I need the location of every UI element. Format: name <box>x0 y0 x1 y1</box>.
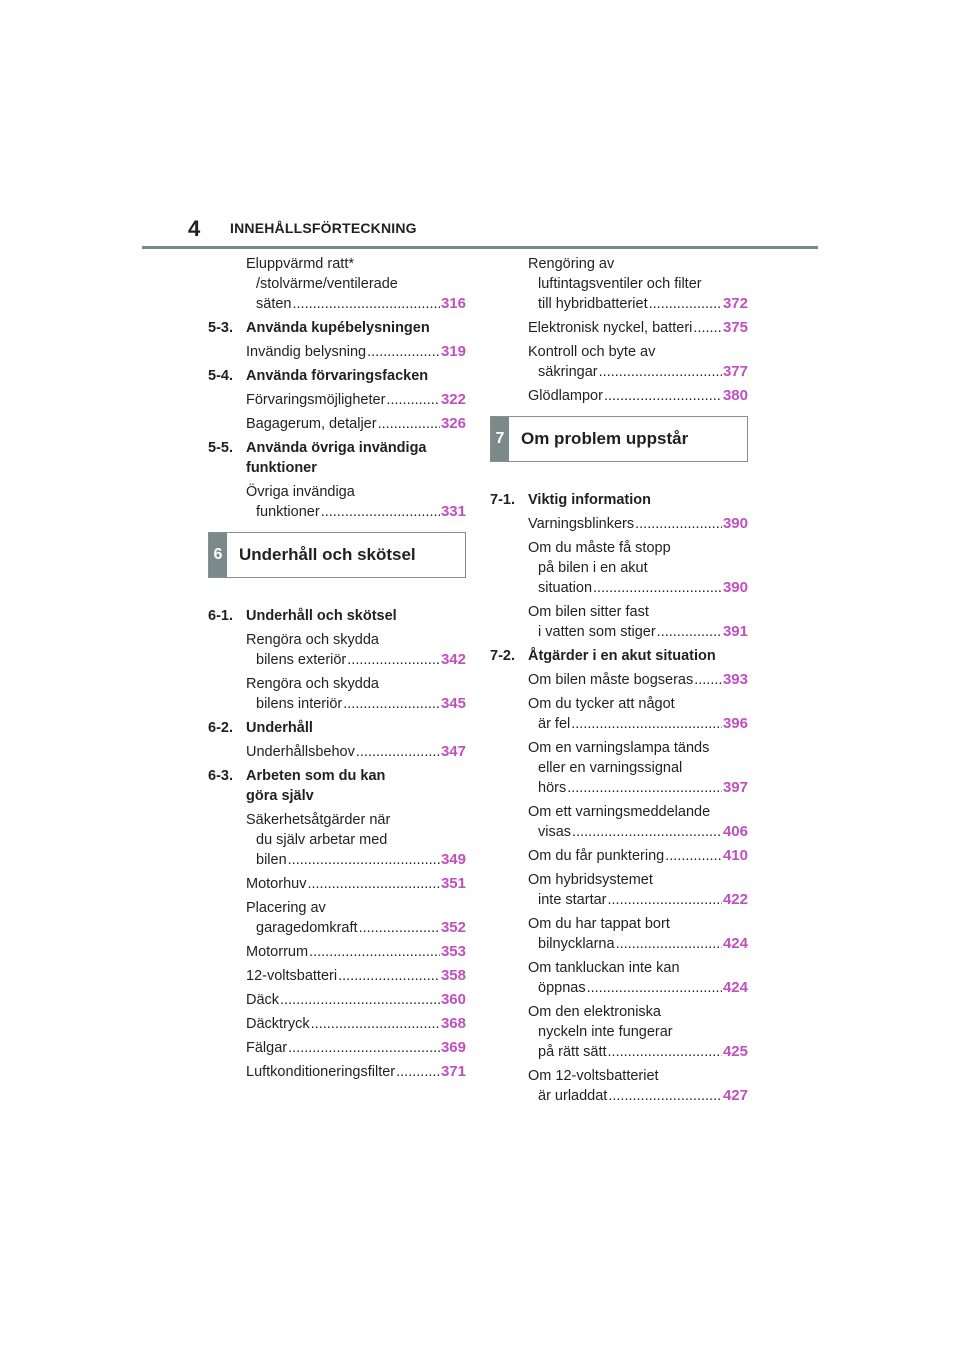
section-heading: 7-1. Viktig information <box>490 492 651 508</box>
section-heading: 5-3. Använda kupébelysningen <box>208 320 430 336</box>
page-link[interactable]: 410 <box>722 847 748 864</box>
toc-entry[interactable]: Om ett varningsmeddelande visas ..... 406 <box>490 802 748 842</box>
toc-entry[interactable]: Om du har tappat bort bilnycklarna ..... 424 <box>490 914 748 954</box>
page-link[interactable]: 425 <box>722 1043 748 1060</box>
page-link[interactable]: 391 <box>722 623 748 640</box>
page-link[interactable]: 326 <box>440 415 466 432</box>
section-heading: 5-4. Använda förvaringsfacken <box>208 368 429 384</box>
right-column <box>490 254 748 1110</box>
section-heading: 5-5. Använda övriga invändiga funktioner <box>208 440 427 476</box>
page-link[interactable]: 331 <box>440 503 466 520</box>
page-link[interactable]: 377 <box>722 363 748 380</box>
page-link[interactable]: 319 <box>440 343 466 360</box>
toc-entry[interactable]: Elektronisk nyckel, batteri ..... 375 <box>490 318 748 338</box>
chapter-number-tab: 6 <box>209 533 227 577</box>
page-link[interactable]: 360 <box>440 991 466 1008</box>
page-link[interactable]: 358 <box>440 967 466 984</box>
toc-entry[interactable]: Rengöra och skydda bilens exteriör ..... 342 <box>208 630 466 670</box>
chapter-title: Underhåll och skötsel <box>239 545 416 564</box>
page-link[interactable]: 375 <box>722 319 748 336</box>
page-link[interactable]: 347 <box>440 743 466 760</box>
toc-entry[interactable]: Övriga invändiga funktioner ..... 331 <box>208 482 466 522</box>
toc-entry[interactable]: Om tankluckan inte kan öppnas ..... 424 <box>490 958 748 998</box>
page-link[interactable]: 351 <box>440 875 466 892</box>
chapter-heading <box>490 416 748 462</box>
toc-entry[interactable]: Kontroll och byte av säkringar ..... 377 <box>490 342 748 382</box>
page-link[interactable]: 424 <box>722 935 748 952</box>
page-link[interactable]: 427 <box>722 1087 748 1104</box>
page-link[interactable]: 396 <box>722 715 748 732</box>
toc-entry[interactable]: Om 12-voltsbatteriet är urladdat ..... 427 <box>490 1066 748 1106</box>
page-link[interactable]: 390 <box>722 579 748 596</box>
toc-entry[interactable]: Om du får punktering ..... 410 <box>490 846 748 866</box>
chapter-title: Om problem uppstår <box>521 429 689 448</box>
page-link[interactable]: 424 <box>722 979 748 996</box>
toc-entry[interactable]: Invändig belysning ..... 319 <box>208 342 466 362</box>
toc-entry[interactable]: Motorrum ..... 353 <box>208 942 466 962</box>
toc-entry[interactable]: Rengöra och skydda bilens interiör ..... 345 <box>208 674 466 714</box>
toc-entry[interactable]: Förvaringsmöjligheter ..... 322 <box>208 390 466 410</box>
page-link[interactable]: 397 <box>722 779 748 796</box>
page-link[interactable]: 349 <box>440 851 466 868</box>
page-link[interactable]: 345 <box>440 695 466 712</box>
section-heading: 7-2. Åtgärder i en akut situation <box>490 648 716 664</box>
page-link[interactable]: 353 <box>440 943 466 960</box>
toc-entry[interactable]: Om du måste få stopp på bilen i en akut situation ..... 390 <box>490 538 748 598</box>
toc-entry[interactable]: Varningsblinkers ..... 390 <box>490 514 748 534</box>
page-header <box>142 216 818 249</box>
toc-entry[interactable]: Däcktryck ..... 368 <box>208 1014 466 1034</box>
page-link[interactable]: 368 <box>440 1015 466 1032</box>
toc-entry[interactable]: Om bilen måste bogseras ..... 393 <box>490 670 748 690</box>
toc-entry[interactable]: Om en varningslampa tänds eller en varningssignal hörs ..... 397 <box>490 738 748 798</box>
page-link[interactable]: 352 <box>440 919 466 936</box>
page-link[interactable]: 372 <box>722 295 748 312</box>
page-number: 4 <box>188 216 201 241</box>
toc-entry[interactable]: Underhållsbehov ..... 347 <box>208 742 466 762</box>
page-link[interactable]: 371 <box>440 1063 466 1080</box>
toc-entry[interactable]: Bagagerum, detaljer ..... 326 <box>208 414 466 434</box>
page-link[interactable]: 390 <box>722 515 748 532</box>
page-link[interactable]: 406 <box>722 823 748 840</box>
toc-entry[interactable]: Luftkonditioneringsfilter ..... 371 <box>208 1062 466 1082</box>
toc-entry[interactable]: Fälgar ..... 369 <box>208 1038 466 1058</box>
page-link[interactable]: 422 <box>722 891 748 908</box>
toc-entry[interactable]: Om bilen sitter fast i vatten som stiger ..... 391 <box>490 602 748 642</box>
toc-entry[interactable]: Eluppvärmd ratt* /stolvärme/ventilerade säten ..... 316 <box>208 254 466 314</box>
toc-entry[interactable]: Placering av garagedomkraft ..... 352 <box>208 898 466 938</box>
toc-entry[interactable]: 12-voltsbatteri ..... 358 <box>208 966 466 986</box>
toc-entry[interactable]: Säkerhetsåtgärder när du själv arbetar med bilen ..... 349 <box>208 810 466 870</box>
toc-entry[interactable]: Om den elektroniska nyckeln inte fungerar på rätt sätt ..... 425 <box>490 1002 748 1062</box>
section-heading: 6-2. Underhåll <box>208 720 313 736</box>
left-column <box>208 254 466 1086</box>
page-link[interactable]: 322 <box>440 391 466 408</box>
page-link[interactable]: 342 <box>440 651 466 668</box>
toc-entry[interactable]: Däck ..... 360 <box>208 990 466 1010</box>
section-heading: 6-1. Underhåll och skötsel <box>208 608 397 624</box>
chapter-heading <box>208 532 466 578</box>
page-link[interactable]: 393 <box>722 671 748 688</box>
header-title: INNEHÅLLSFÖRTECKNING <box>230 220 417 236</box>
page-link[interactable]: 380 <box>722 387 748 404</box>
toc-entry[interactable]: Glödlampor ..... 380 <box>490 386 748 406</box>
page-link[interactable]: 316 <box>440 295 466 312</box>
toc-entry[interactable]: Motorhuv ..... 351 <box>208 874 466 894</box>
toc-entry[interactable]: Rengöring av luftintagsventiler och filter till hybridbatteriet ..... 372 <box>490 254 748 314</box>
toc-entry[interactable]: Om hybridsystemet inte startar ..... 422 <box>490 870 748 910</box>
section-heading: 6-3. Arbeten som du kan göra själv <box>208 768 386 804</box>
chapter-number-tab: 7 <box>491 417 509 461</box>
page-link[interactable]: 369 <box>440 1039 466 1056</box>
toc-entry[interactable]: Om du tycker att något är fel ..... 396 <box>490 694 748 734</box>
